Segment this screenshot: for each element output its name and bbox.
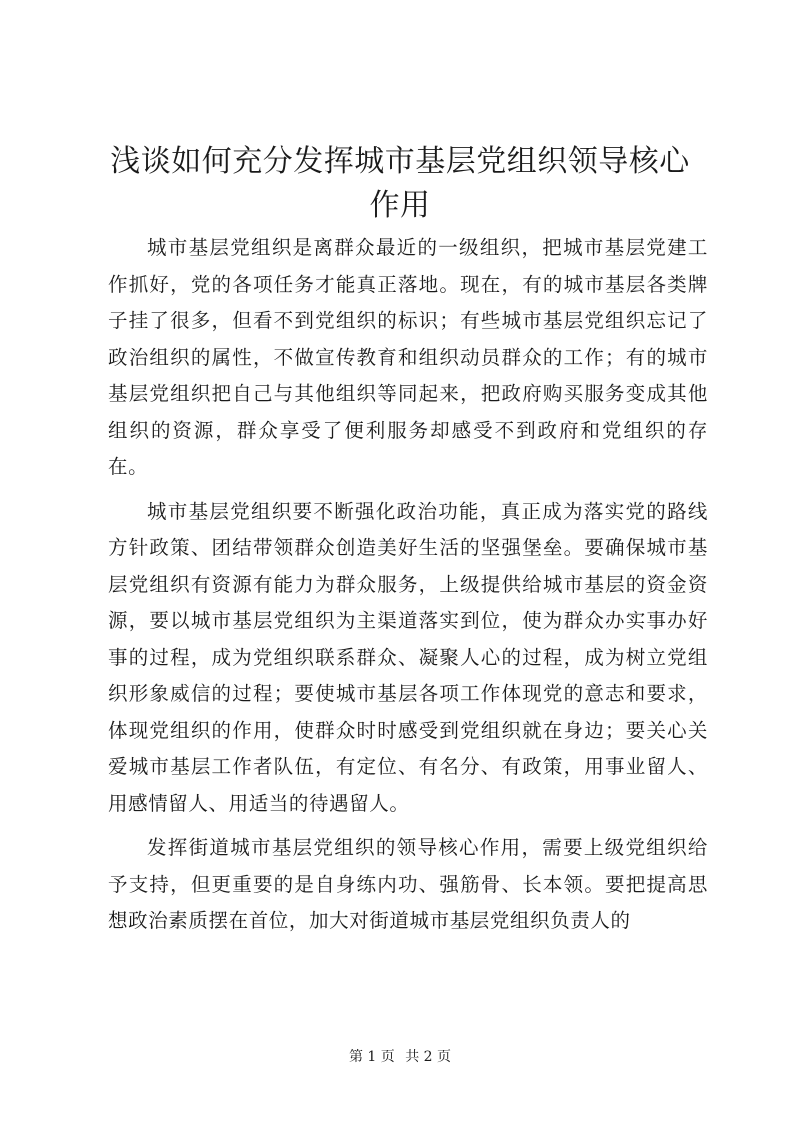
- document-body: [108, 230, 708, 948]
- page-number: 第 1 页: [348, 1049, 395, 1065]
- page-total: 共 2 页: [405, 1049, 452, 1065]
- paragraph-2: 城市基层党组织要不断强化政治功能，真正成为落实党的路线方针政策、团结带领群众创造美好生活的坚强堡垒。要确保城市基层党组织有资源有能力为群众服务，上级提供给城市基层的资金资源，要以城市基层党组织为主渠道落实到位，使为群众办实事办好事的过程，成为党组织联系群众、凝聚人心的过程，成为树立党组织形象威信的过程；要使城市基层各项工作体现党的意志和要求，体现党组织的作用，使群众时时感受到党组织就在身边；要关心关爱城市基层工作者队伍，有定位、有名分、有政策，用事业留人、用感情留人、用适当的待遇留人。: [108, 499, 708, 815]
- paragraph-1: 城市基层党组织是离群众最近的一级组织，把城市基层党建工作抓好，党的各项任务才能真正落地。现在，有的城市基层各类牌子挂了很多，但看不到党组织的标识；有些城市基层党组织忘记了政治组织的属性，不做宣传教育和组织动员群众的工作；有的城市基层党组织把自己与其他组织等同起来，把政府购买服务变成其他组织的资源，群众享受了便利服务却感受不到政府和党组织的存在。: [108, 236, 708, 478]
- document-title: 浅谈如何充分发挥城市基层党组织领导核心作用: [110, 144, 690, 223]
- paragraph-3: 发挥街道城市基层党组织的领导核心作用，需要上级党组织给予支持，但更重要的是自身练内功、强筋骨、长本领。要把提高思想政治素质摆在首位，加大对街道城市基层党组织负责人的: [108, 836, 708, 932]
- page-footer: [0, 1047, 800, 1067]
